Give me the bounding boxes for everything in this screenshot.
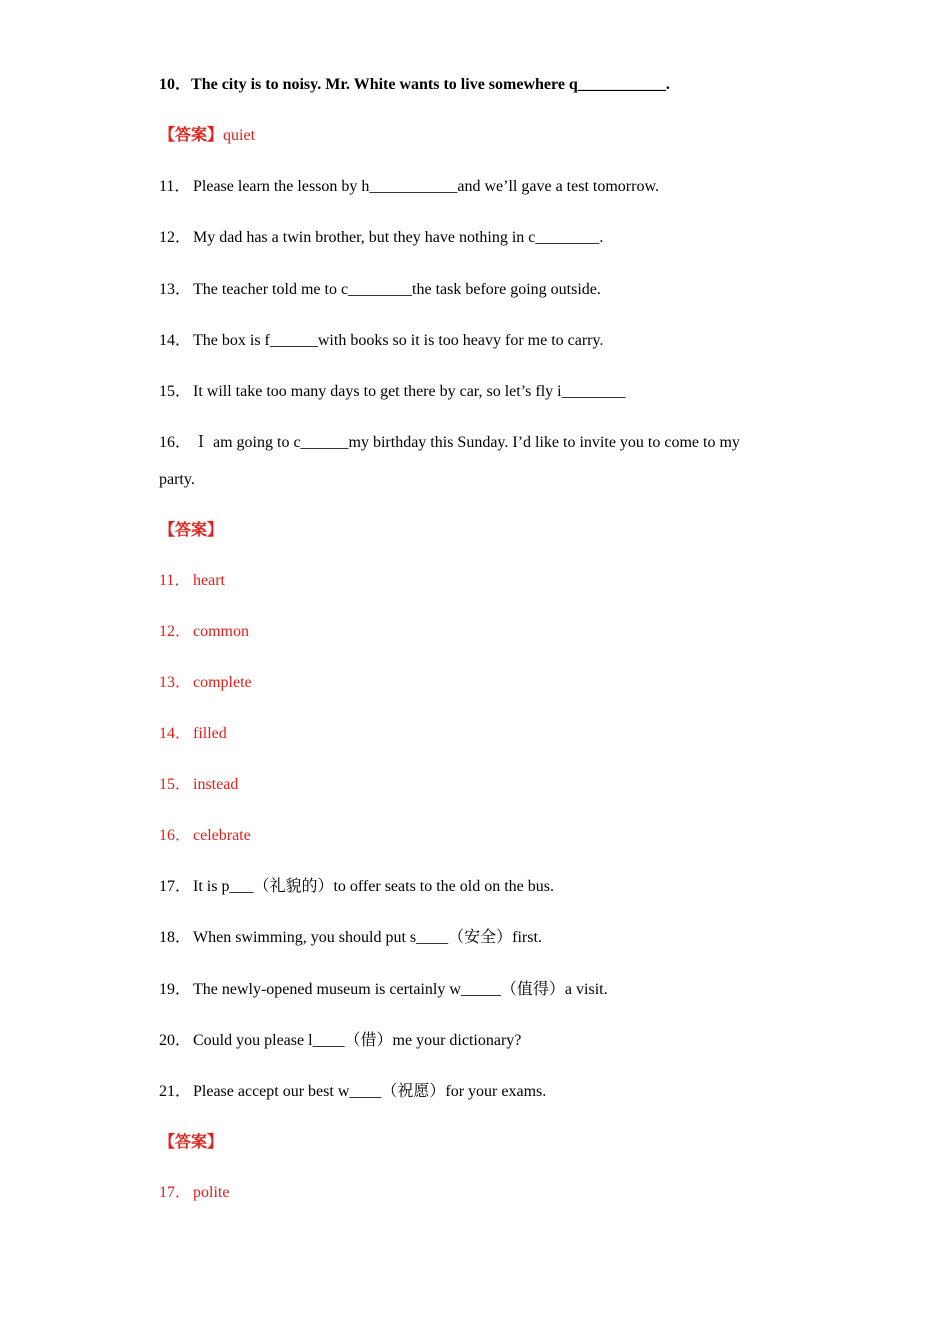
question-number: 20． [159, 1032, 192, 1049]
answer-label-2: 【答案】 [159, 1134, 224, 1151]
question-number: 10． [159, 76, 192, 93]
question-18 [159, 928, 542, 948]
answer-12 [159, 622, 249, 642]
question-text: The newly-opened museum is certainly w_____（值得）a visit. [193, 981, 608, 998]
question-text: It is p___（礼貌的）to offer seats to the old on the bus. [193, 878, 555, 895]
question-number: 13． [159, 281, 192, 298]
answer-text: filled [193, 725, 227, 742]
answer-text: instead [193, 776, 239, 793]
question-number: 15． [159, 383, 192, 400]
question-13 [159, 280, 601, 300]
question-text: The box is f______with books so it is too heavy for me to carry. [193, 332, 604, 349]
question-20 [159, 1031, 521, 1051]
question-text: It will take too many days to get there by car, so let’s fly i________ [193, 383, 626, 400]
answer-text: quiet [223, 127, 256, 144]
answer-text: celebrate [193, 827, 251, 844]
question-number: 18． [159, 929, 192, 946]
answer-14 [159, 724, 227, 744]
question-number: 14． [159, 332, 192, 349]
answer-text: heart [193, 572, 225, 589]
answer-17 [159, 1183, 229, 1203]
answer-number: 17． [159, 1184, 192, 1201]
question-14 [159, 331, 603, 351]
answer-text: complete [193, 674, 252, 691]
question-text: The teacher told me to c________the task before going outside. [193, 281, 601, 298]
question-19 [159, 980, 608, 1000]
question-number: 11． [159, 178, 191, 195]
question-text: Ｉ am going to c______my birthday this Sunday. I’d like to invite you to come to my [193, 434, 740, 451]
question-text: Could you please l____（借）me your dictionary? [193, 1032, 522, 1049]
question-text: Please learn the lesson by h___________and we’ll gave a test tomorrow. [193, 178, 659, 195]
answer-number: 16． [159, 827, 192, 844]
answer-number: 11． [159, 572, 191, 589]
question-text: My dad has a twin brother, but they have nothing in c________. [193, 229, 604, 246]
question-text: When swimming, you should put s____（安全）first. [193, 929, 542, 946]
question-12 [159, 228, 603, 248]
question-number: 17． [159, 878, 192, 895]
question-15 [159, 382, 626, 402]
question-21 [159, 1082, 546, 1102]
answer-text: polite [193, 1184, 230, 1201]
question-16-continued: party. [159, 471, 195, 488]
answer-15 [159, 775, 238, 795]
answer-label: 【答案】 [159, 127, 224, 144]
question-10 [159, 75, 670, 95]
answer-11 [159, 571, 225, 591]
answer-10 [159, 126, 255, 146]
answer-number: 15． [159, 776, 192, 793]
question-17 [159, 877, 554, 897]
question-number: 19． [159, 981, 192, 998]
answer-number: 14． [159, 725, 192, 742]
answer-number: 12． [159, 623, 192, 640]
answer-label: 【答案】 [159, 522, 224, 539]
answer-13 [159, 673, 252, 693]
answer-number: 13． [159, 674, 192, 691]
question-number: 16． [159, 434, 192, 451]
question-16 [159, 433, 740, 453]
answer-16 [159, 826, 251, 846]
question-text: Please accept our best w____（祝愿）for your exams. [193, 1083, 547, 1100]
question-text: The city is to noisy. Mr. White wants to live somewhere q___________. [191, 76, 670, 93]
question-11 [159, 177, 659, 197]
question-number: 12． [159, 229, 192, 246]
answer-text: common [193, 623, 249, 640]
question-number: 21． [159, 1083, 192, 1100]
